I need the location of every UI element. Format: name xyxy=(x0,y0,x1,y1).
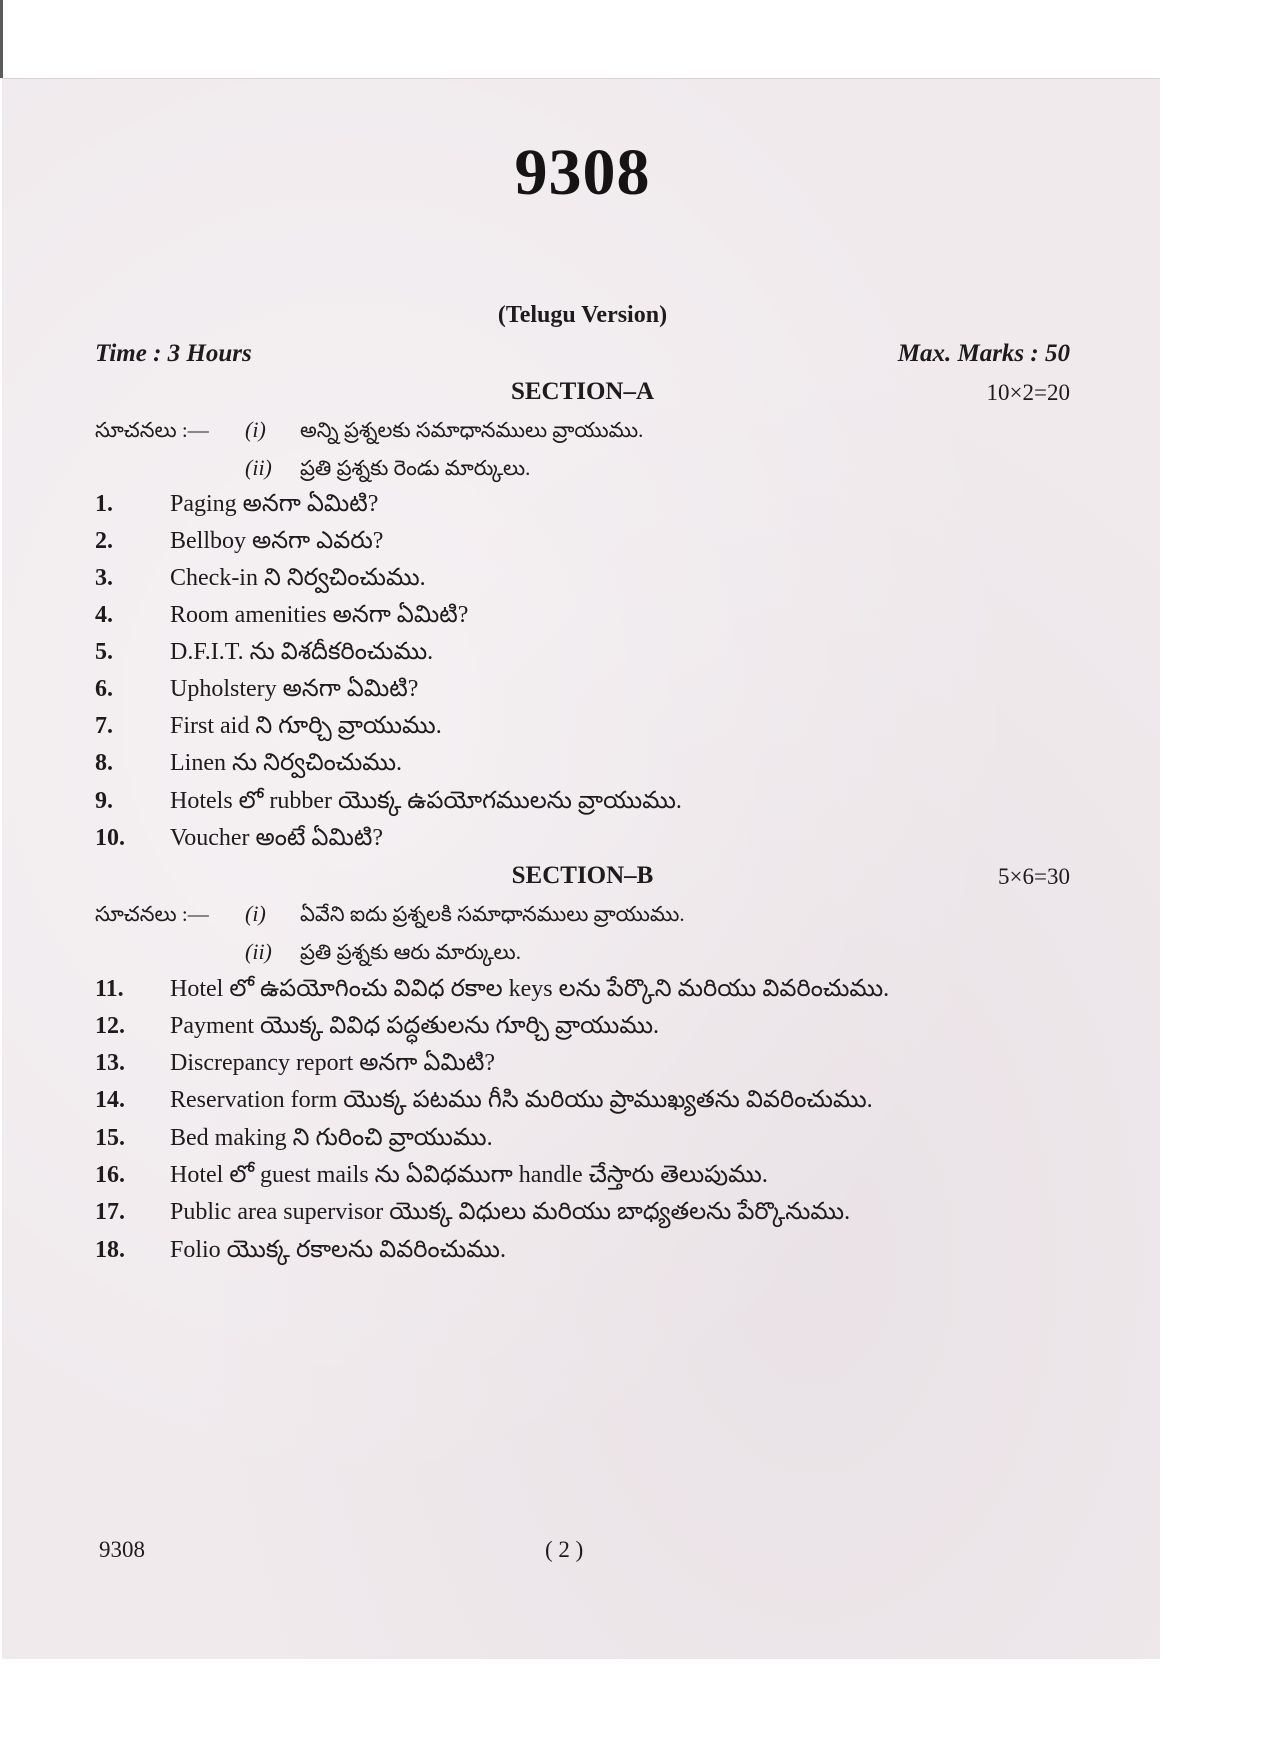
section-a-note-text: ప్రతి ప్రశ్నకు రెండు మార్కులు. xyxy=(300,456,531,480)
question-text: Paging అనగా ఏమిటి? xyxy=(170,491,379,517)
question-number: 7. xyxy=(95,713,113,739)
question-text: Upholstery అనగా ఏమిటి? xyxy=(170,676,419,702)
question-text: Bed making ని గురించి వ్రాయుము. xyxy=(170,1125,493,1151)
question-text: Folio యొక్క రకాలను వివరించుము. xyxy=(170,1237,506,1263)
section-b-marks: 5×6=30 xyxy=(998,864,1070,889)
question-text: Bellboy అనగా ఎవరు? xyxy=(170,528,384,554)
question-text: Check-in ని నిర్వచించుము. xyxy=(170,565,426,591)
question-number: 10. xyxy=(95,825,125,851)
section-b-note-text: ప్రతి ప్రశ్నకు ఆరు మార్కులు. xyxy=(300,940,521,964)
question-number: 4. xyxy=(95,602,113,628)
question-number: 6. xyxy=(95,676,113,702)
question-text: Hotel లో guest mails ను ఏవిధముగా handle చేస్తారు తెలుపుము. xyxy=(170,1162,768,1188)
section-a-note-num: (i) xyxy=(245,417,266,442)
question-text: Payment యొక్క వివిధ పద్ధతులను గూర్చి వ్రాయుము. xyxy=(170,1013,660,1039)
question-text: First aid ని గూర్చి వ్రాయుము. xyxy=(170,713,442,739)
section-b-title: SECTION–B xyxy=(511,862,654,889)
section-b-note-num: (i) xyxy=(245,901,266,926)
question-number: 1. xyxy=(95,491,113,517)
question-number: 5. xyxy=(95,639,113,665)
question-number: 3. xyxy=(95,565,113,591)
question-number: 11. xyxy=(95,976,124,1002)
question-text: Room amenities అనగా ఏమిటి? xyxy=(170,602,469,628)
question-text: Discrepancy report అనగా ఏమిటి? xyxy=(170,1050,496,1076)
question-text: Linen ను నిర్వచించుము. xyxy=(170,750,402,776)
footer-paper-code: 9308 xyxy=(99,1537,145,1562)
time-allowed: Time : 3 Hours xyxy=(95,340,252,367)
question-text: Hotels లో rubber యొక్క ఉపయోగములను వ్రాయుము. xyxy=(170,788,682,814)
question-number: 16. xyxy=(95,1162,125,1188)
question-number: 18. xyxy=(95,1237,125,1263)
section-b-instructions-label: సూచనలు :— xyxy=(95,902,209,926)
section-a-title: SECTION–A xyxy=(510,378,655,405)
question-number: 14. xyxy=(95,1087,125,1113)
question-number: 17. xyxy=(95,1199,125,1225)
section-a-note-num: (ii) xyxy=(245,455,272,480)
section-a-note-text: అన్ని ప్రశ్నలకు సమాధానములు వ్రాయుము. xyxy=(300,418,644,442)
version-label: (Telugu Version) xyxy=(497,302,668,328)
question-text: Voucher అంటే ఏమిటి? xyxy=(170,825,384,851)
question-number: 2. xyxy=(95,528,113,554)
question-number: 12. xyxy=(95,1013,125,1039)
section-a-instructions-label: సూచనలు :— xyxy=(95,418,209,442)
page-number: ( 2 ) xyxy=(545,1537,584,1562)
question-number: 8. xyxy=(95,750,113,776)
max-marks: Max. Marks : 50 xyxy=(897,340,1070,367)
section-a-marks: 10×2=20 xyxy=(986,380,1070,405)
page-edge xyxy=(0,0,3,78)
question-number: 9. xyxy=(95,788,113,814)
question-text: Reservation form యొక్క పటము గీసి మరియు ప్రాముఖ్యతను వివరించుము. xyxy=(170,1087,873,1113)
section-b-note-text: ఏవేని ఐదు ప్రశ్నలకి సమాధానములు వ్రాయుము. xyxy=(300,902,685,926)
section-b-note-num: (ii) xyxy=(245,939,272,964)
paper-code: 9308 xyxy=(514,136,651,209)
question-number: 13. xyxy=(95,1050,125,1076)
question-number: 15. xyxy=(95,1125,125,1151)
question-text: Public area supervisor యొక్క విధులు మరియు బాధ్యతలను పేర్కొనుము. xyxy=(170,1199,851,1225)
question-text: Hotel లో ఉపయోగించు వివిధ రకాల keys లను పేర్కొని మరియు వివరించుము. xyxy=(170,976,890,1002)
question-text: D.F.I.T. ను విశదీకరించుము. xyxy=(170,639,434,665)
